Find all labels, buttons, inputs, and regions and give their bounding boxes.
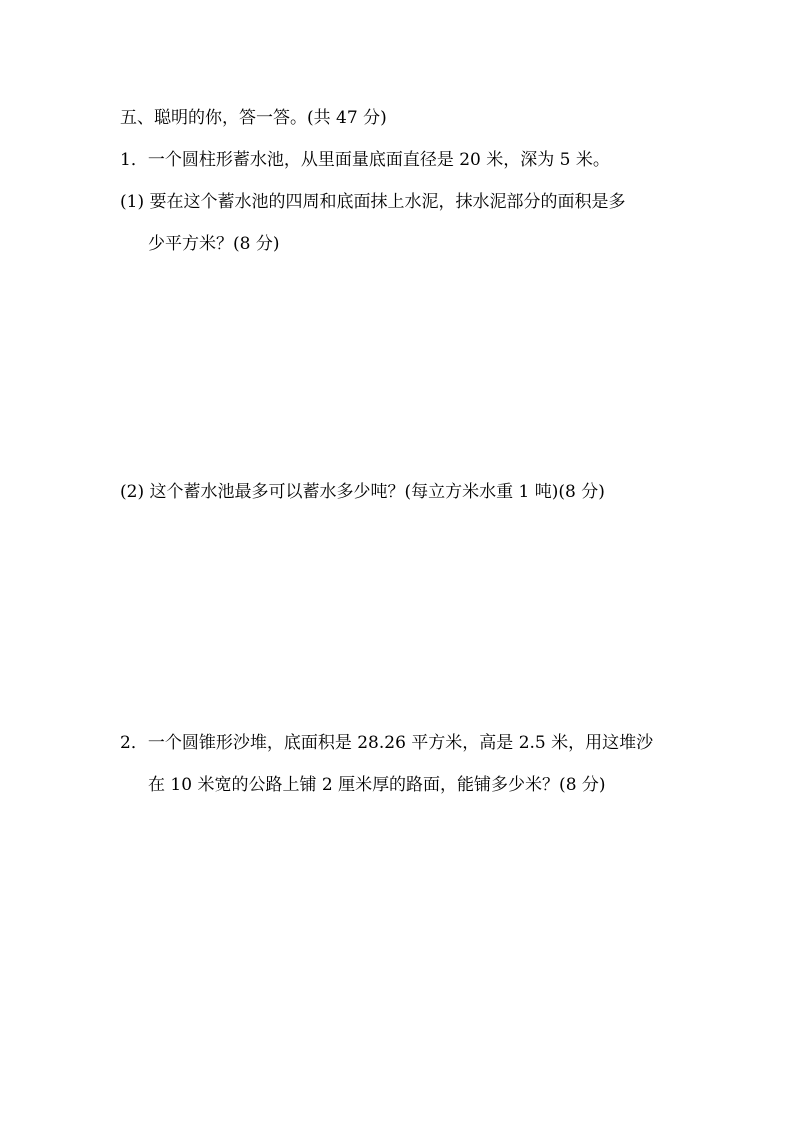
question-1-part-1-line-2: 少平方米？(8 分) (148, 234, 280, 254)
question-1-part-2-text: (2) 这个蓄水池最多可以蓄水多少吨？(每立方米水重 1 吨)(8 分) (120, 482, 605, 502)
question-2-line-1: 2．一个圆锥形沙堆，底面积是 28.26 平方米，高是 2.5 米，用这堆沙 (120, 733, 654, 753)
question-1-text: 1．一个圆柱形蓄水池，从里面量底面直径是 20 米，深为 5 米。 (120, 150, 610, 170)
question-2-line-2: 在 10 米宽的公路上铺 2 厘米厚的路面，能铺多少米？(8 分) (148, 775, 606, 795)
section-heading: 五、聪明的你，答一答。(共 47 分) (120, 108, 387, 128)
question-1-part-1-line-1: (1) 要在这个蓄水池的四周和底面抹上水泥，抹水泥部分的面积是多 (120, 192, 626, 212)
